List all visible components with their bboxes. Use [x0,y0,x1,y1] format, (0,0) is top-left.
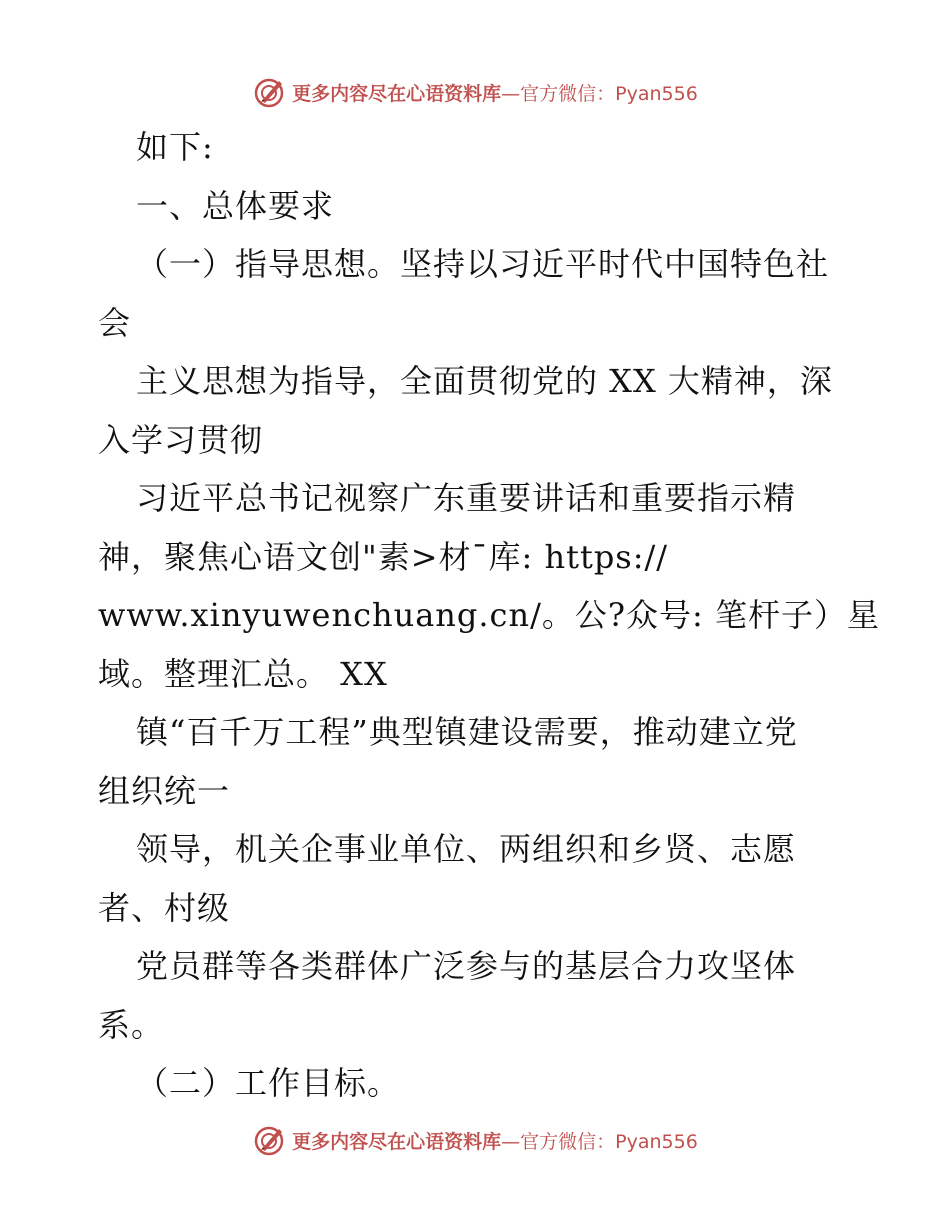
pen-logo-icon [252,75,286,109]
footer-watermark [0,1120,950,1160]
section-heading: 一、总体要求 [136,186,335,225]
header-watermark [0,72,950,112]
pen-logo-icon [252,1123,286,1157]
watermark-brand: 更多内容尽在心语资料库 [292,1130,502,1153]
text-line: 习近平总书记视察广东重要讲话和重要指示精 [136,479,797,517]
text-line: 主义思想为指导，全面贯彻党的 XX 大精神，深 [136,362,833,400]
text-line: 会 [98,303,132,342]
text-line: 神，聚焦心语文创"素>材¯库: https:// [98,537,669,576]
text-line: 入学习贯彻 [98,420,264,459]
watermark-contact: —官方微信：Pyan556 [501,82,698,105]
watermark-brand: 更多内容尽在心语资料库 [292,82,502,105]
text-line: （一）指导思想。坚持以习近平时代中国特色社 [136,245,830,283]
text-line: 者、村级 [98,888,231,927]
text-line: 系。 [98,1005,165,1044]
text-line: 领导，机关企事业单位、两组织和乡贤、志愿 [136,830,797,868]
text-line: 组织统一 [98,771,231,810]
watermark-contact: —官方微信：Pyan556 [501,1130,698,1153]
text-line: 如下: [136,128,214,166]
text-line: www.xinyuwenchuang.cn/。公?众号: 笔杆子）星 [98,596,880,634]
text-line: 党员群等各类群体广泛参与的基层合力攻坚体 [136,947,797,985]
document-body [98,118,880,1113]
text-line: 域。整理汇总。 XX [98,654,388,693]
text-line: 镇“百千万工程”典型镇建设需要，推动建立党 [136,713,798,751]
subsection-heading: （二）工作目标。 [136,1064,401,1102]
